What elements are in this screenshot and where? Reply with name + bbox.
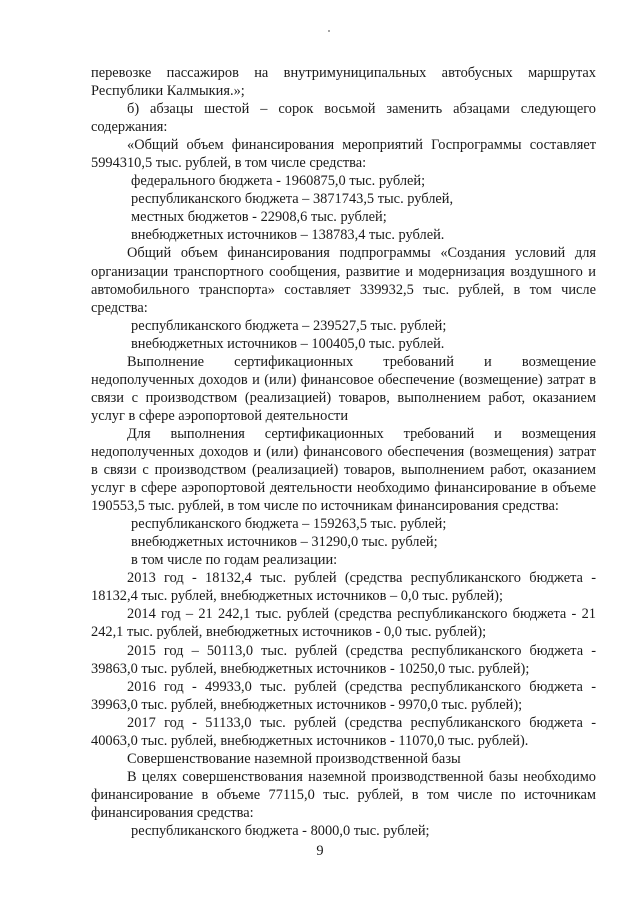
paragraph: республиканского бюджета – 159263,5 тыс. рублей; [131, 516, 447, 533]
paragraph: в том числе по годам реализации: [131, 552, 338, 569]
scan-dot [328, 30, 330, 32]
paragraph: республиканского бюджета – 239527,5 тыс. рублей; [131, 317, 447, 334]
paragraph: внебюджетных источников – 138783,4 тыс. рублей. [131, 227, 445, 244]
paragraph: Общий объем финансирования подпрограммы «Создания условий для организации транспортного сообщения, развитие и модернизация воздушного и автомобильного транспорта» составляет 339932,5 тыс. рублей, в том числе средства: [91, 245, 596, 316]
paragraph: б) абзацы шестой – сорок восьмой заменить абзацами следующего содержания: [91, 101, 596, 136]
paragraph: 2016 год - 49933,0 тыс. рублей (средства республиканского бюджета - 39963,0 тыс. рублей, внебюджетных источников - 9970,0 тыс. рублей); [91, 678, 596, 713]
paragraph: В целях совершенствования наземной производственной базы необходимо финансирование в объеме 77115,0 тыс. рублей, в том числе по источникам финансирования средства: [91, 768, 596, 821]
paragraph: 2017 год - 51133,0 тыс. рублей (средства республиканского бюджета - 40063,0 тыс. рублей, внебюджетных источников - 11070,0 тыс. рублей). [91, 714, 596, 749]
paragraph: 2015 год – 50113,0 тыс. рублей (средства республиканского бюджета - 39863,0 тыс. рублей, внебюджетных источников - 10250,0 тыс. рублей); [91, 642, 596, 677]
paragraph: внебюджетных источников – 31290,0 тыс. рублей; [131, 534, 438, 551]
paragraph: Совершенствование наземной производственной базы [127, 750, 461, 767]
paragraph: перевозке пассажиров на внутримуниципальных автобусных маршрутах Республики Калмыкия.»; [91, 65, 596, 100]
paragraph: Выполнение сертификационных требований и возмещение недополученных доходов и (или) финансовое обеспечение (возмещение) затрат в связи с производством (реализацией) товаров, выполнением работ, оказанием услуг в сфере аэропортовой деятельности [91, 353, 596, 424]
paragraph: республиканского бюджета - 8000,0 тыс. рублей; [131, 822, 430, 839]
paragraph: местных бюджетов - 22908,6 тыс. рублей; [131, 209, 387, 226]
paragraph: Для выполнения сертификационных требований и возмещения недополученных доходов и (или) финансового обеспечения (возмещения) затрат в связи с производством (реализацией) товаров, выполнением работ, оказанием услуг в сфере аэропортовой деятельности необходимо финансирование в объеме 190553,5 тыс. рублей, в том числе по источникам финансирования средства: [91, 425, 596, 515]
body-text [91, 64, 596, 840]
paragraph: федерального бюджета - 1960875,0 тыс. рублей; [131, 173, 426, 190]
paragraph: республиканского бюджета – 3871743,5 тыс. рублей, [131, 191, 454, 208]
paragraph: 2013 год - 18132,4 тыс. рублей (средства республиканского бюджета - 18132,4 тыс. рублей, внебюджетных источников – 0,0 тыс. рублей); [91, 570, 596, 605]
page-number: 9 [316, 843, 324, 859]
paragraph: 2014 год – 21 242,1 тыс. рублей (средства республиканского бюджета - 21 242,1 тыс. рублей, внебюджетных источников - 0,0 тыс. рублей); [91, 606, 596, 641]
paragraph: «Общий объем финансирования мероприятий Госпрограммы составляет 5994310,5 тыс. рублей, в том числе средства: [91, 137, 596, 172]
paragraph: внебюджетных источников – 100405,0 тыс. рублей. [131, 335, 445, 352]
